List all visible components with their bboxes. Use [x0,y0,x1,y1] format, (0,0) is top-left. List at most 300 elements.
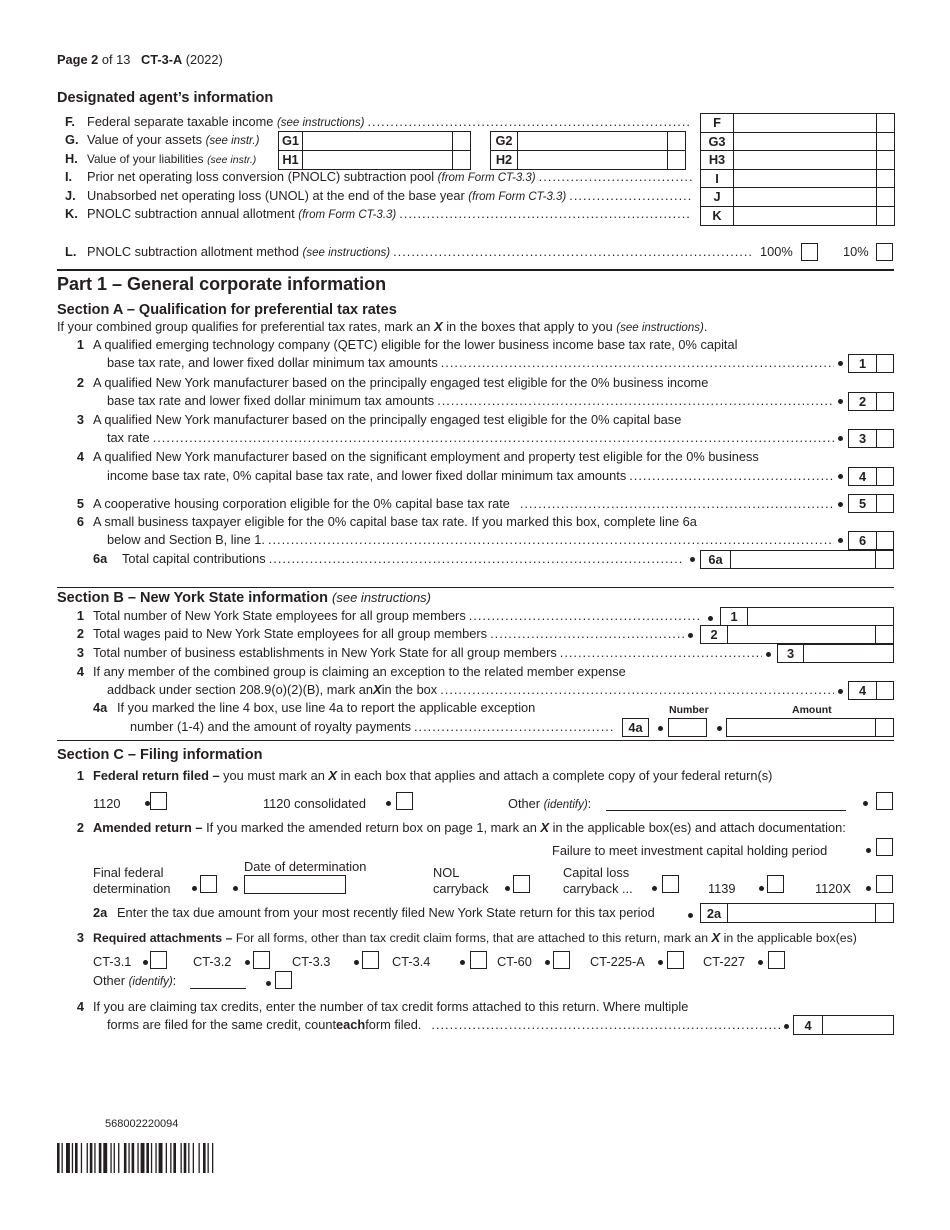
line-text: Federal separate taxable income [87,114,274,129]
line-text: A qualified New York manufacturer based on the principally engaged test eligible for the 0% capital base [93,412,682,427]
page-number: 2 [91,52,99,67]
opt-other-label [508,796,591,813]
barcode-bar [62,1143,63,1173]
bullet-icon [838,436,843,441]
g2-h2-fields [490,131,686,170]
c4-text [107,1017,783,1033]
g3-label: G3 [701,133,734,152]
opt-1120-label: 1120 [93,796,121,811]
line-note: (see instructions) [302,247,391,259]
bullet-icon [784,1024,789,1029]
line-text: Value of your liabilities [87,152,204,166]
dot-leader [414,719,615,735]
line-number: 3 [76,412,84,427]
line-text: If you are claiming tax credits, enter the number of tax credit forms attached to this return. Where multiple [93,999,689,1014]
barcode-icon [57,1143,240,1173]
attach-ct-225-a-checkbox[interactable] [667,951,684,969]
i-amount-input[interactable] [734,170,876,189]
failure-checkbox[interactable] [876,838,893,856]
line-text: in each box that applies and attach a complete copy of your federal return(s) [337,768,773,783]
a1-checkbox[interactable] [877,355,893,372]
g1-cents-input[interactable] [452,132,470,151]
line-number: 2 [76,820,84,835]
line-letter: G. [65,132,79,147]
line-H [65,151,256,168]
line-text: If you marked the line 4 box, use line 4a to report the applicable exception [117,700,536,715]
other-text: Other [93,973,129,988]
line-text: addback under section 208.9(o)(2)(B), mark an [107,682,374,697]
x-mark: X [540,820,550,835]
bullet-icon [838,502,843,507]
dot-leader [393,244,754,260]
line-note: (from Form CT-3.3) [468,191,567,203]
attach-ct-3-2-checkbox[interactable] [253,951,270,969]
g1-amount-input[interactable] [303,132,452,151]
b4a-amount-field[interactable] [726,718,894,737]
c2a-cents-input[interactable] [875,904,893,922]
page-word: Page [57,52,88,67]
bullet-icon [652,886,657,891]
attach-ct-3-1-checkbox[interactable] [150,951,167,969]
b3-field[interactable] [777,644,894,663]
line-number: 6 [76,514,84,529]
line-number: 1 [76,768,84,783]
line-note: (see instr.) [205,135,260,147]
line-number: 1 [76,337,84,352]
barcode-bar [151,1143,152,1173]
option-100-checkbox[interactable] [801,243,818,261]
h2-amount-input[interactable] [518,151,667,170]
a6a-input[interactable] [731,551,875,568]
attach-ct-3-2-label: CT-3.2 [193,954,232,969]
barcode-bar [166,1143,167,1173]
a3-checkbox[interactable] [877,430,893,447]
date-of-determination-label: Date of determination [244,859,367,874]
line-letter: H. [65,151,78,166]
part1-title: Part 1 – General corporate information [57,274,387,294]
attach-ct-60-checkbox[interactable] [553,951,570,969]
dot-leader [399,206,692,222]
a5-field [848,494,894,513]
line-number: 6a [93,551,108,566]
bullet-icon [838,361,843,366]
a2-checkbox[interactable] [877,393,893,410]
line-number: 4 [76,449,84,464]
g3-amount-input[interactable] [734,133,876,152]
h2-label: H2 [491,151,518,170]
barcode-bar [141,1143,145,1173]
a1-field [848,354,894,373]
line-note: (see instructions) [276,117,365,129]
b2-text [93,626,687,642]
b2-input[interactable] [728,626,875,643]
b2-field[interactable] [700,625,894,644]
barcode-bar [128,1143,129,1173]
nol-carryback-checkbox[interactable] [513,875,530,893]
bullet-icon [688,633,693,638]
line-letter: I. [65,169,73,184]
field-label: 6a [701,551,731,568]
bullet-icon [460,960,465,965]
other-text: Other [508,796,544,811]
opt-1120-checkbox[interactable] [150,792,167,810]
option-10-label: 10% [843,244,869,259]
c2a-text: Enter the tax due amount from your most recently filed New York State return for this tax period [117,905,655,920]
x-mark: X [711,930,721,945]
c2a-input[interactable] [728,904,875,922]
a6a-field[interactable] [700,550,894,569]
b1-text [93,608,705,624]
f-label: F [701,114,734,133]
line-text: A small business taxpayer eligible for the 0% capital base tax rate. If you marked this box, complete line 6a [93,514,697,529]
j-cents-input[interactable] [876,188,894,207]
g1-h1-fields [278,131,471,170]
section-a-intro [57,319,707,336]
field-label: 4 [849,468,877,485]
h3-amount-input[interactable] [734,151,876,170]
line-letter: J. [65,188,76,203]
line-letter: L. [65,244,77,259]
barcode-bar [57,1143,60,1173]
intro-text: If your combined group qualifies for preferential tax rates, mark an [57,319,434,334]
attach-ct-3-1-label: CT-3.1 [93,954,132,969]
dot-leader [560,645,762,661]
attach-ct-227-checkbox[interactable] [768,951,785,969]
line-text: PNOLC subtraction allotment method [87,244,299,259]
k-label: K [701,207,734,226]
barcode-bar [118,1143,119,1173]
a4-checkbox[interactable] [877,468,893,485]
h1-amount-input[interactable] [303,151,452,170]
dot-leader [440,682,834,698]
attach-other-checkbox[interactable] [275,971,292,989]
line-letter: K. [65,206,78,221]
line-number: 4a [93,700,108,715]
bullet-icon [863,801,868,806]
opt-1120x-label: 1120X [815,881,852,896]
line-J [65,188,695,205]
dot-leader [569,188,692,204]
line-number: 5 [76,496,84,511]
section-a-title: Section A – Qualification for preferential tax rates [57,302,397,318]
b4a-cents-input[interactable] [875,719,893,736]
barcode-bar [81,1143,82,1173]
barcode-bar [188,1143,189,1173]
bullet-icon [838,538,843,543]
line-text: in the box [381,682,438,697]
field-label: 2 [849,393,877,410]
field-label: 2a [701,904,728,922]
a2-field [848,392,894,411]
column-header-number: Number [669,704,709,716]
line-number: 1 [76,608,84,623]
dot-leader [153,430,834,446]
h1-cents-input[interactable] [452,151,470,170]
bullet-icon [658,960,663,965]
barcode-bar [90,1143,93,1173]
a6-checkbox[interactable] [877,532,893,549]
attach-ct-225-a-label: CT-225-A [590,954,645,969]
barcode-bar [132,1143,135,1173]
a6a-cents-input[interactable] [875,551,893,568]
section-b-title-text: Section B – New York State information [57,590,328,606]
line-text: Total wages paid to New York State employees for all group members [93,626,488,641]
line-bold: each [336,1017,366,1032]
bullet-icon [690,557,695,562]
line-text: Prior net operating loss conversion (PNOLC) subtraction pool [87,169,435,184]
option-10-checkbox[interactable] [876,243,893,261]
attach-ct-3-4-label: CT-3.4 [392,954,431,969]
field-label: 5 [849,495,877,512]
c4-input[interactable] [823,1016,893,1034]
line-text: forms are filed for the same credit, count [107,1017,337,1032]
line-text: A qualified New York manufacturer based on the principally engaged test eligible for the 0% business income [93,375,709,390]
a6a-text [122,551,687,567]
bullet-icon [717,726,722,731]
opt-1120-consolidated-checkbox[interactable] [396,792,413,810]
line-G [65,132,259,149]
divider [57,269,894,271]
capital-loss-carryback-checkbox[interactable] [662,875,679,893]
nol-label-2: carryback [433,881,489,896]
colon: : [172,973,177,988]
a1-text [107,355,837,371]
barcode-bar [66,1143,70,1173]
form-year: (2022) [185,52,223,67]
line-letter: F. [65,114,75,129]
attach-ct-3-4-checkbox[interactable] [470,951,487,969]
line-bold: Amended return – [93,820,203,835]
barcode-bar [99,1143,102,1173]
f-cents-input[interactable] [876,114,894,133]
other-note: (identify) [543,799,588,811]
dot-leader [269,551,684,567]
line-text: in the applicable box(es) and attach documentation: [549,820,846,835]
barcode-bar [155,1143,156,1173]
line-text: Total number of business establishments in New York State for all group members [93,645,557,660]
line-bold: Required attachments – [93,931,233,945]
divider [57,740,894,741]
line-number: 4 [76,999,84,1014]
barcode-bar [203,1143,206,1173]
line-text: Value of your assets [87,132,202,147]
g2-label: G2 [491,132,518,151]
line-note: (from Form CT-3.3) [298,209,397,221]
bullet-icon [233,886,238,891]
opt-other-checkbox[interactable] [876,792,893,810]
field-label: 2 [701,626,728,643]
final-federal-checkbox[interactable] [200,875,217,893]
b3-input[interactable] [804,645,893,662]
barcode-bar [173,1143,176,1173]
h1-label: H1 [279,151,303,170]
bullet-icon [838,474,843,479]
a4-field [848,467,894,486]
b4-text [107,682,837,698]
divider [57,587,894,588]
bullet-icon [266,981,271,986]
b1-field[interactable] [720,607,894,626]
barcode-bar [137,1143,138,1173]
barcode-bar [208,1143,209,1173]
field-label: 1 [721,608,748,625]
line-L [65,244,757,261]
barcode-bar [75,1143,78,1173]
c2-text [93,820,846,836]
line-text: in the applicable box(es) [720,931,857,945]
bullet-icon [766,652,771,657]
a2-text [107,393,837,409]
barcode-bar [184,1143,187,1173]
line-text: A qualified New York manufacturer based on the significant employment and property test eligible for the 0% business [93,449,759,464]
bullet-icon [759,886,764,891]
a5-checkbox[interactable] [877,495,893,512]
h3-label: H3 [701,151,734,170]
barcode-number: 568002220094 [105,1118,179,1130]
line-I [65,169,695,186]
j-label: J [701,188,734,207]
bullet-icon [866,886,871,891]
b3-text [93,645,765,661]
line-number: 4 [76,664,84,679]
g1-label: G1 [279,132,303,151]
capital-loss-label-2: carryback ... [563,881,633,896]
c1-text [93,768,772,784]
f-amount-input[interactable] [734,114,876,133]
b4-checkbox[interactable] [877,682,893,699]
attach-ct-3-3-label: CT-3.3 [292,954,331,969]
x-mark: X [433,319,443,334]
line-text: Unabsorbed net operating loss (UNOL) at the end of the base year [87,188,465,203]
c3-text [93,930,857,946]
barcode-bar [212,1143,213,1173]
date-of-determination-input[interactable] [244,875,346,894]
intro-text: in the boxes that apply to you [442,319,617,334]
barcode-bar [87,1143,88,1173]
barcode-bar [114,1143,115,1173]
a6-text [107,532,837,548]
dot-leader [520,496,834,512]
other-identify-input[interactable] [606,810,846,811]
line-text: PNOLC subtraction annual allotment [87,206,295,221]
bullet-icon [758,960,763,965]
line-text: you must mark an [219,768,329,783]
bullet-icon [192,886,197,891]
final-federal-label: Final federal [93,865,164,880]
barcode-bar [170,1143,171,1173]
attach-ct-227-label: CT-227 [703,954,745,969]
line-text: Total number of New York State employees for all group members [93,608,466,623]
b4a-text [130,719,618,735]
barcode-bar [124,1143,127,1173]
line-text: form filed. [365,1017,422,1032]
k-cents-input[interactable] [876,207,894,226]
barcode-bar [103,1143,107,1173]
g3-cents-input[interactable] [876,133,894,152]
b4a-amount-input[interactable] [727,719,875,736]
dot-leader [268,532,834,548]
barcode-bar [181,1143,182,1173]
capital-loss-label: Capital loss [563,865,630,880]
c2a-field[interactable] [700,903,894,923]
attach-ct-60-label: CT-60 [497,954,532,969]
bullet-icon [866,848,871,853]
line-text: If you marked the amended return box on page 1, mark an [202,820,541,835]
line-text: For all forms, other than tax credit claim forms, that are attached to this return, mark an [232,931,712,945]
opt-1139-checkbox[interactable] [767,875,784,893]
opt-1120x-checkbox[interactable] [876,875,893,893]
h2-cents-input[interactable] [667,151,685,170]
bullet-icon [688,913,693,918]
bullet-icon [545,960,550,965]
barcode-bar [146,1143,149,1173]
line-text: A qualified emerging technology company (QETC) eligible for the lower business income base tax rate, 0% capital [93,337,738,352]
dot-leader [629,468,834,484]
other-note: (identify) [128,976,173,988]
intro-note: (see instructions) [616,322,704,334]
g2-cents-input[interactable] [667,132,685,151]
nol-label: NOL [433,865,460,880]
line-bold: Federal return filed – [93,768,220,783]
dot-leader [469,608,702,624]
b2-cents-input[interactable] [875,626,893,643]
h3-cents-input[interactable] [876,151,894,170]
colon: : [587,796,592,811]
intro-text: . [703,319,708,334]
section-c-title: Section C – Filing information [57,747,263,763]
line-K [65,206,695,223]
field-label: 3 [778,645,804,662]
bullet-icon [708,616,713,621]
b4a-label-box [622,718,649,737]
final-federal-label-2: determination [93,881,171,896]
dot-leader [539,169,692,185]
bullet-icon [838,399,843,404]
line-number: 2 [76,626,84,641]
column-header-amount: Amount [792,704,832,716]
j-amount-input[interactable] [734,188,876,207]
section-b-title [57,590,431,606]
barcode-bar [199,1143,200,1173]
page-total: of 13 [101,52,131,67]
bullet-icon [143,960,148,965]
attach-other-input[interactable] [190,988,246,989]
bullet-icon [245,960,250,965]
attach-ct-3-3-checkbox[interactable] [362,951,379,969]
section-b-note: (see instructions) [332,590,432,605]
a6-field [848,531,894,550]
a3-text [107,430,837,446]
line-text: income base tax rate, 0% capital base tax rate, and lower fixed dollar minimum tax amounts [107,468,627,483]
b1-input[interactable] [748,608,893,625]
field-label: 6 [849,532,877,549]
field-label: 3 [849,430,877,447]
dot-leader [441,355,834,371]
field-label: 4 [849,682,877,699]
b4a-number-input[interactable] [668,718,707,737]
k-amount-input[interactable] [734,207,876,226]
agent-amount-fields [700,113,895,226]
line-number: 2a [93,905,108,920]
c4-field[interactable] [793,1015,894,1035]
line-text: below and Section B, line 1. [107,532,265,547]
barcode-bar [94,1143,95,1173]
i-cents-input[interactable] [876,170,894,189]
bullet-icon [354,960,359,965]
barcode-bar [193,1143,194,1173]
field-label: 4a [628,720,643,735]
g2-amount-input[interactable] [518,132,667,151]
